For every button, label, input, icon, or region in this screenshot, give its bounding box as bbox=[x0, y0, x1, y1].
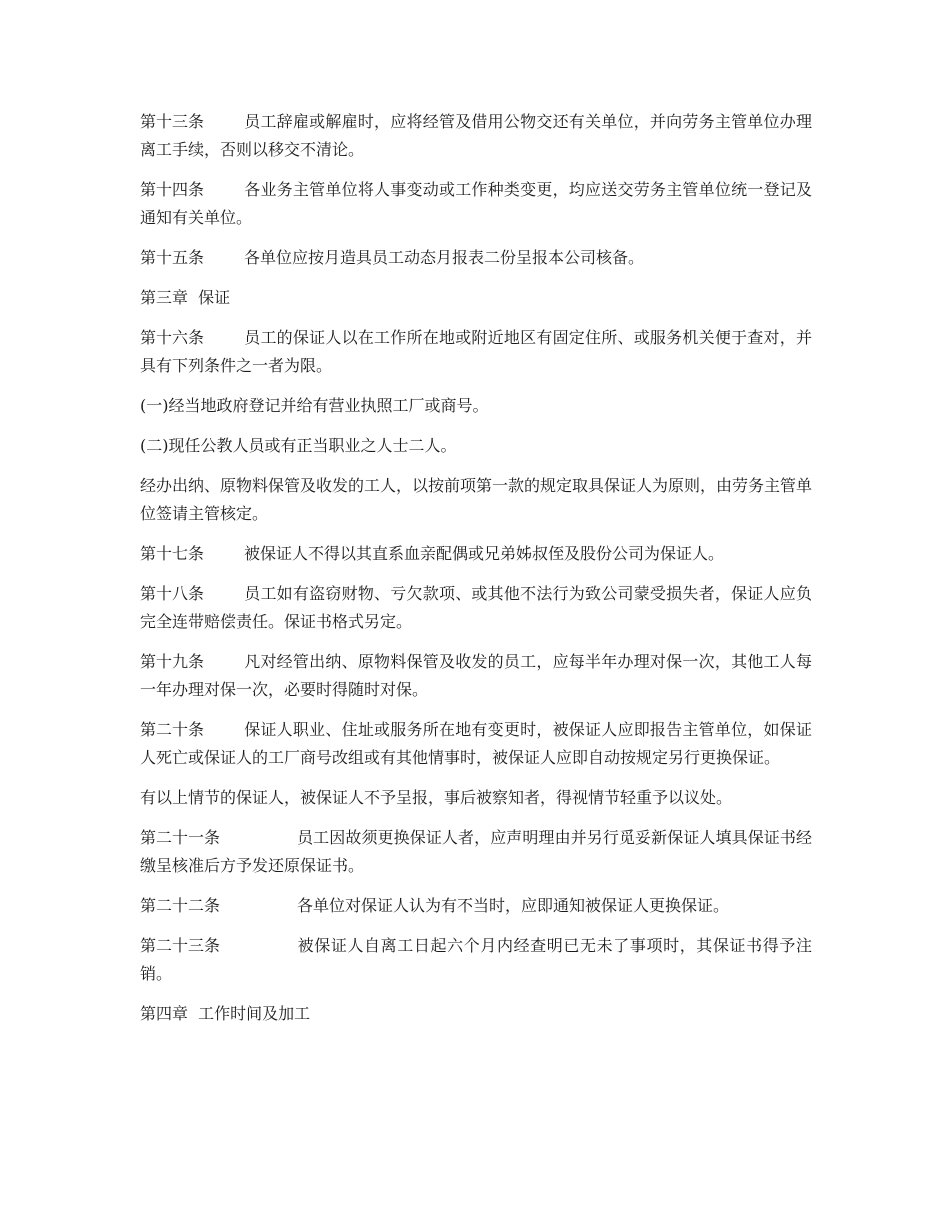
article-number: 第二十三条 bbox=[140, 936, 221, 955]
document-page bbox=[140, 108, 812, 1040]
clause-paragraph: 有以上情节的保证人，被保证人不予呈报，事后被察知者，得视情节轻重予以议处。 bbox=[140, 788, 733, 807]
clause-paragraph: 经办出纳、原物料保管及收发的工人，以按前项第一款的规定取具保证人为原则，由劳务主管单位签请主管核定。 bbox=[140, 476, 813, 523]
article-number: 第二十二条 bbox=[140, 896, 221, 915]
article-15 bbox=[140, 244, 812, 272]
article-text: 凡对经管出纳、原物料保管及收发的员工，应每半年办理对保一次，其他工人每一年办理对保一次，必要时得随时对保。 bbox=[140, 652, 812, 699]
article-number: 第二十条 bbox=[140, 720, 205, 739]
article-21 bbox=[140, 824, 812, 880]
chapter-3-heading: 第三章 保证 bbox=[140, 288, 231, 307]
article-number: 第十三条 bbox=[140, 112, 205, 131]
article-17 bbox=[140, 540, 812, 568]
article-text: 被保证人自离工日起六个月内经查明已无未了事项时，其保证书得予注销。 bbox=[140, 936, 812, 983]
article-number: 第十六条 bbox=[140, 328, 205, 347]
article-text: 员工的保证人以在工作所在地或附近地区有固定住所、或服务机关便于查对，并具有下列条件之一者为限。 bbox=[140, 328, 812, 375]
article-13 bbox=[140, 108, 812, 164]
condition-item-1: (一)经当地政府登记并给有营业执照工厂或商号。 bbox=[140, 396, 489, 415]
article-text: 各业务主管单位将人事变动或工作种类变更，均应送交劳务主管单位统一登记及通知有关单位。 bbox=[140, 180, 812, 227]
article-19 bbox=[140, 648, 812, 704]
article-20 bbox=[140, 716, 812, 772]
article-text: 员工如有盗窃财物、亏欠款项、或其他不法行为致公司蒙受损失者，保证人应负完全连带赔偿责任。保证书格式另定。 bbox=[140, 584, 812, 631]
article-text: 各单位对保证人认为有不当时，应即通知被保证人更换保证。 bbox=[297, 896, 730, 915]
article-text: 员工辞雇或解雇时，应将经管及借用公物交还有关单位，并向劳务主管单位办理离工手续，否则以移交不清论。 bbox=[140, 112, 812, 159]
article-18 bbox=[140, 580, 812, 636]
article-number: 第十九条 bbox=[140, 652, 205, 671]
chapter-4-heading: 第四章 工作时间及加工 bbox=[140, 1004, 311, 1023]
article-text: 被保证人不得以其直系血亲配偶或兄弟姊叔侄及股份公司为保证人。 bbox=[244, 544, 725, 563]
condition-item-2: (二)现任公教人员或有正当职业之人士二人。 bbox=[140, 436, 457, 455]
article-14 bbox=[140, 176, 812, 232]
article-text: 员工因故须更换保证人者，应声明理由并另行觅妥新保证人填具保证书经缴呈核准后方予发还原保证书。 bbox=[140, 828, 812, 875]
article-number: 第十八条 bbox=[140, 584, 205, 603]
article-23 bbox=[140, 932, 812, 988]
article-22 bbox=[140, 892, 812, 920]
article-text: 保证人职业、住址或服务所在地有变更时，被保证人应即报告主管单位，如保证人死亡或保证人的工厂商号改组或有其他情事时，被保证人应即自动按规定另行更换保证。 bbox=[140, 720, 812, 767]
article-number: 第十四条 bbox=[140, 180, 205, 199]
article-number: 第二十一条 bbox=[140, 828, 221, 847]
article-number: 第十七条 bbox=[140, 544, 205, 563]
article-text: 各单位应按月造具员工动态月报表二份呈报本公司核备。 bbox=[244, 248, 645, 267]
article-16 bbox=[140, 324, 812, 380]
article-number: 第十五条 bbox=[140, 248, 205, 267]
